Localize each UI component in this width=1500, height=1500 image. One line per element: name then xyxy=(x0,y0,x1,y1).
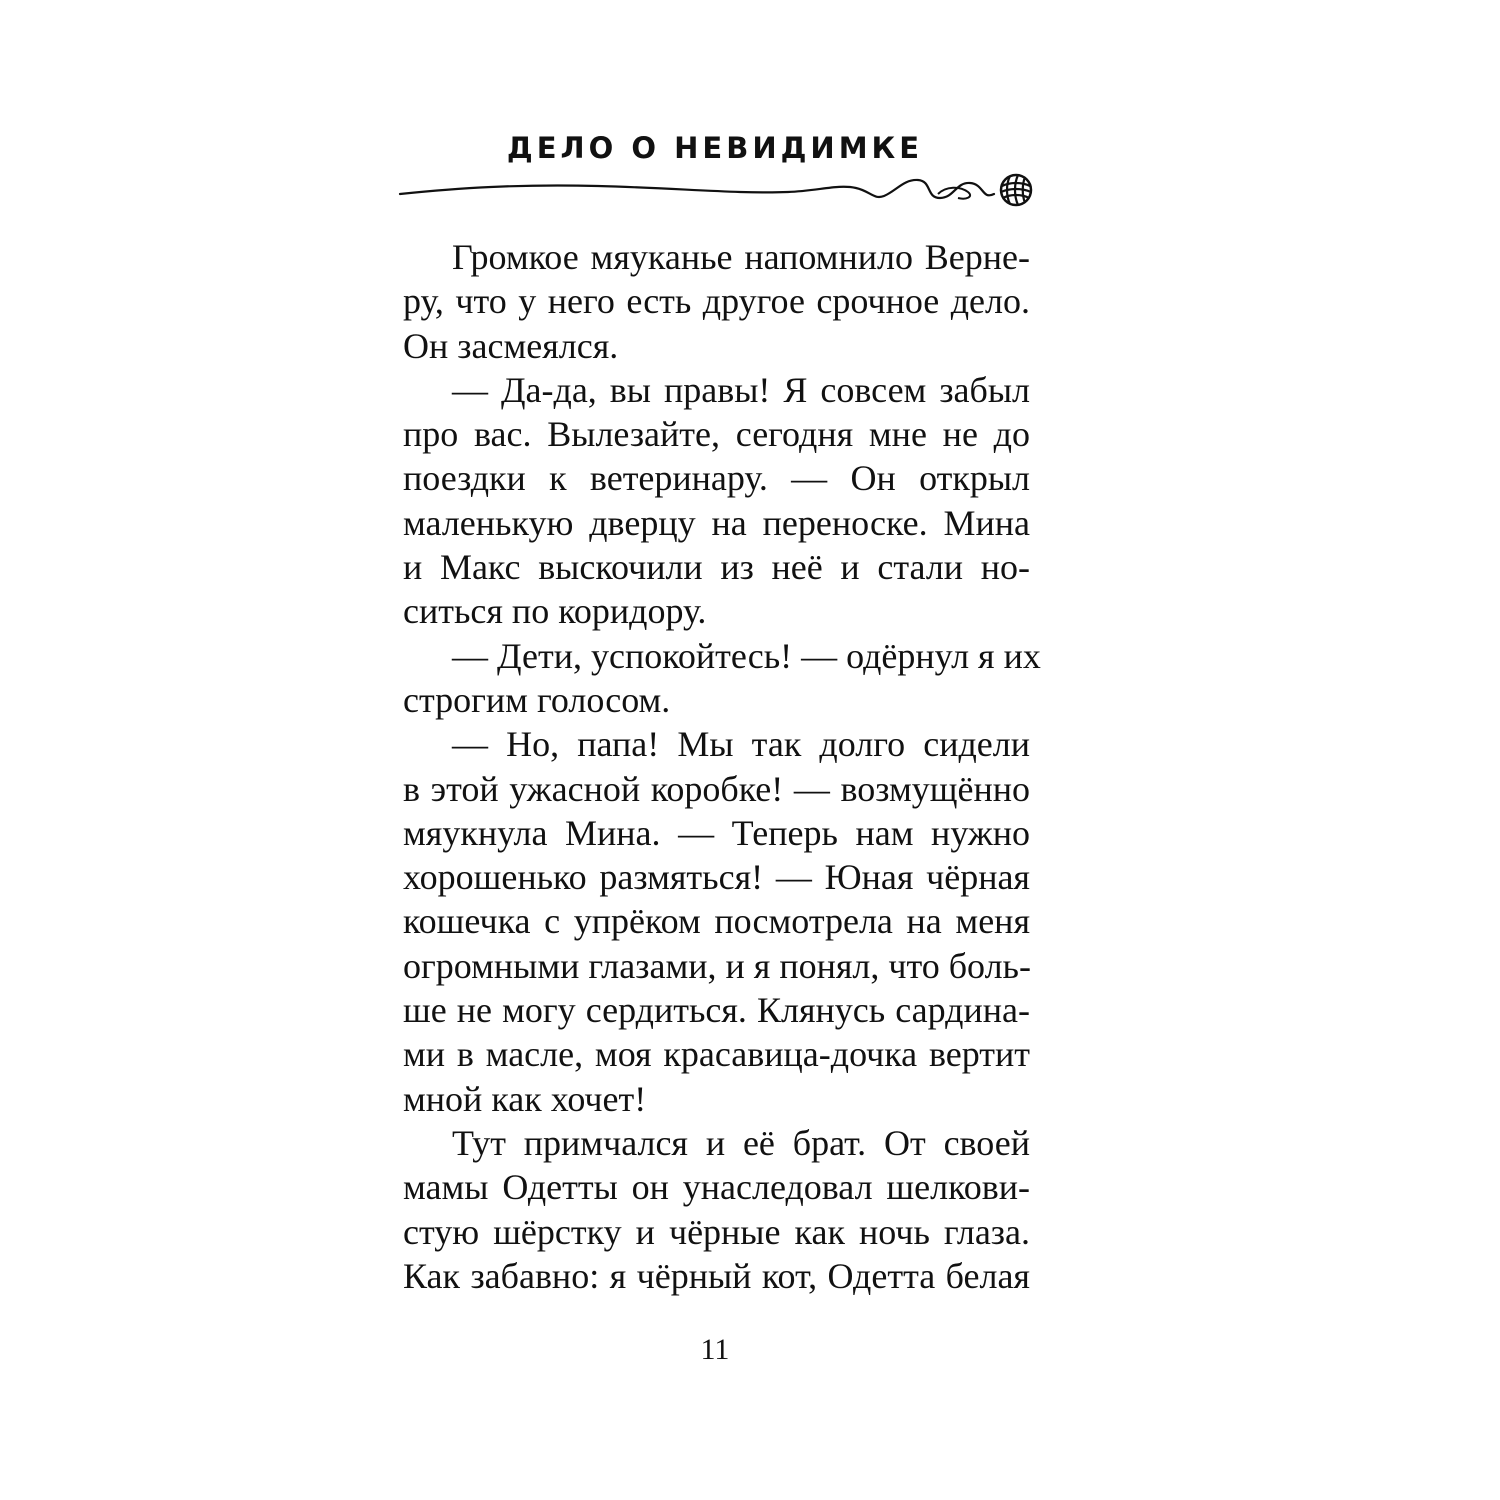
text-line: в этой ужасной коробке! — возмущённо xyxy=(403,768,1030,809)
paragraph xyxy=(403,634,1041,723)
text-line: мяукнула Мина. — Теперь нам нужно xyxy=(403,812,1030,853)
text-line: Громкое мяуканье напомнило Верне- xyxy=(452,237,1030,277)
paragraph xyxy=(403,1121,1030,1298)
text-line: маленькую дверцу на переноске. Мина xyxy=(403,502,1030,543)
paragraph xyxy=(403,235,1030,368)
text-line: кошечка с упрёком посмотрела на меня xyxy=(403,901,1030,942)
body-text xyxy=(403,235,1041,1298)
text-line: Тут примчался и её брат. От своей xyxy=(452,1122,1030,1163)
text-line: — Да-да, вы правы! Я совсем забыл xyxy=(452,369,1030,410)
text-line: ми в масле, моя красавица-дочка вертит xyxy=(403,1034,1030,1075)
text-line: ше не могу сердиться. Клянусь сардина- xyxy=(403,990,1030,1031)
text-line: — Дети, успокойтесь! — одёрнул я их xyxy=(452,635,1041,676)
text-line: про вас. Вылезайте, сегодня мне не до xyxy=(403,414,1030,455)
text-line: поездки к ветеринару. — Он открыл xyxy=(403,458,1030,499)
running-header-title: ДЕЛО О НЕВИДИМКЕ xyxy=(506,131,924,165)
text-line: и Макс выскочили из неё и стали но- xyxy=(403,547,1030,588)
text-line: ру, что у него есть другое срочное дело. xyxy=(403,281,1030,322)
text-line: стую шёрстку и чёрные как ночь глаза. xyxy=(403,1211,1030,1252)
text-line: огромными глазами, и я понял, что боль- xyxy=(403,945,1031,986)
text-line: мной как хочет! xyxy=(403,1078,647,1119)
paragraph xyxy=(403,722,1030,1121)
text-line: — Но, папа! Мы так долго сидели xyxy=(452,724,1030,765)
text-line: Он засмеялся. xyxy=(403,325,619,366)
page-number: 11 xyxy=(700,1333,730,1366)
yarn-ball-icon xyxy=(398,164,1038,214)
text-line: ситься по коридору. xyxy=(403,591,707,632)
text-line: строгим голосом. xyxy=(403,679,671,720)
text-line: Как забавно: я чёрный кот, Одетта белая xyxy=(403,1255,1030,1296)
text-line: хорошенько размяться! — Юная чёрная xyxy=(403,857,1030,898)
paragraph xyxy=(403,368,1030,634)
text-line: мамы Одетты он унаследовал шелкови- xyxy=(403,1167,1030,1208)
